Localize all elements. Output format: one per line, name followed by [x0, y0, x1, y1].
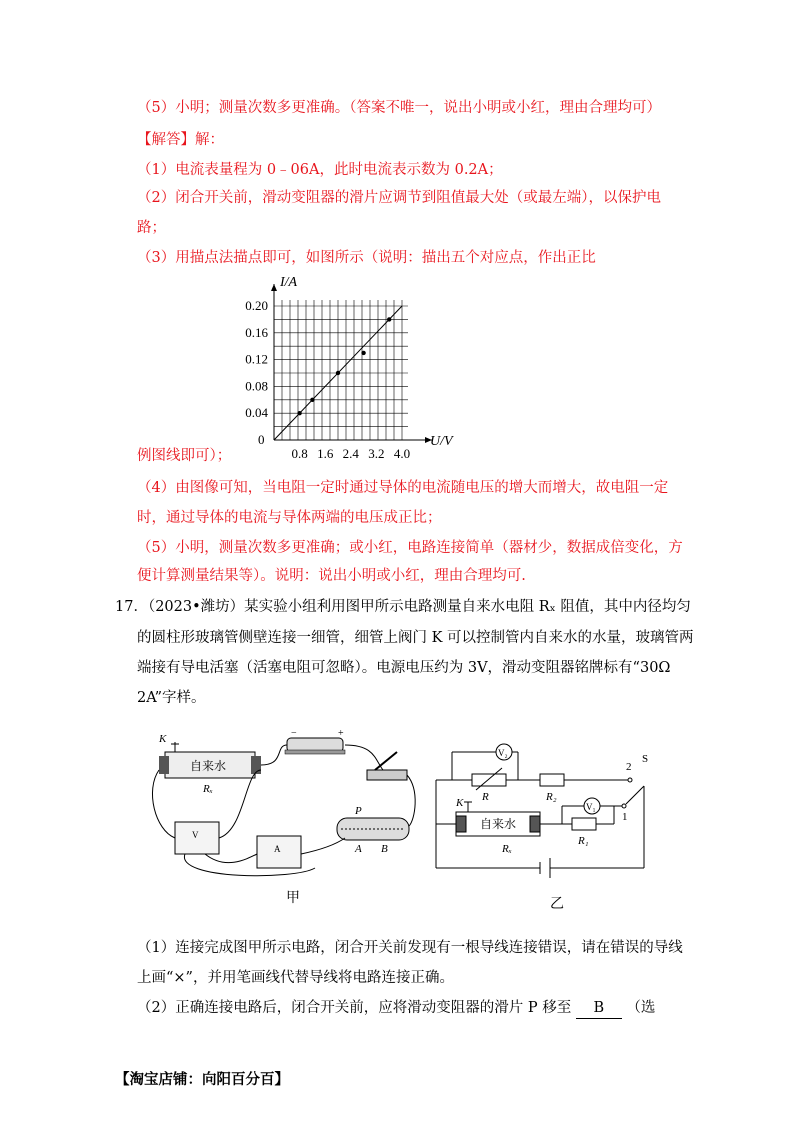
q17-part2-line [137, 998, 655, 1019]
y-axis-label: I/A [280, 275, 298, 290]
answer-3-line1: （3）用描点法描点即可，如图所示（说明：描出五个对应点，作出正比 [137, 250, 596, 266]
origin-label: 0 [258, 432, 265, 447]
v1-label: V₁ [586, 802, 596, 812]
answer-4-line2: 时，通过导体的电流与导体两端的电压成正比； [137, 510, 442, 526]
q17-line4: 2A”字样。 [137, 690, 206, 706]
rx-label: Rₓ [502, 843, 512, 855]
answer-5-line1: （5）小明，测量次数多更准确；或小红，电路连接简单（器材少，数据成倍变化，方 [137, 540, 683, 556]
q17-part1-line1: （1）连接完成图甲所示电路，闭合开关前发现有一根导线连接错误，请在错误的导线 [137, 940, 683, 956]
figure-jia-label: 甲 [286, 890, 300, 906]
tube-water-label: 自来水 [480, 817, 517, 831]
q17-part2-suffix: （选 [626, 1000, 656, 1016]
ammeter-label: A [274, 844, 281, 854]
figure-jia-apparatus [145, 730, 425, 890]
x-tick-label: 4.0 [393, 446, 411, 461]
q17-part2-prefix: （2）正确连接电路后，闭合开关前，应将滑动变阻器的滑片 P 移至 [137, 1000, 572, 1016]
x-tick-label: 3.2 [368, 446, 385, 461]
answer-5-top: （5）小明；测量次数多更准确。（答案不唯一，说出小明或小红，理由合理均可） [137, 100, 661, 116]
y-tick-label: 0.20 [245, 298, 268, 313]
battery-plus: + [338, 730, 344, 739]
terminal-b-label: B [381, 843, 388, 855]
iu-graph [240, 268, 460, 468]
x-axis-label: U/V [430, 434, 453, 449]
valve-k-label: K [456, 797, 464, 809]
answer-2-line2: 路； [137, 220, 166, 236]
y-tick-label: 0.12 [245, 351, 268, 367]
r1-label: R₁ [578, 835, 589, 847]
q17-line2: 的圆柱形玻璃管侧壁连接一细管，细管上阀门 K 可以控制管内自来水的水量，玻璃管两 [137, 630, 694, 646]
q17-line3: 端接有导电活塞（活塞电阻可忽略）。电源电压约为 3V，滑动变阻器铭牌标有“30Ω [137, 660, 671, 676]
data-point [361, 351, 365, 355]
x-tick-label: 1.6 [317, 446, 334, 461]
answer-5-line2: 便计算测量结果等）。说明：说出小明或小红，理由合理均可. [137, 568, 526, 584]
slider-p-label: P [355, 805, 362, 817]
answer-2-line1: （2）闭合开关前，滑动变阻器的滑片应调节到阻值最大处（或最左端），以保护电 [137, 190, 661, 206]
voltmeter-label: V [192, 830, 199, 840]
valve-k-label: K [159, 733, 167, 745]
y-axis-arrow [271, 284, 277, 291]
q17-part2-answer-blank: B [576, 998, 622, 1019]
data-point [297, 411, 301, 415]
answer-3-line2: 例图线即可）； [137, 448, 232, 464]
data-point [387, 317, 391, 321]
rx-label: Rₓ [203, 783, 213, 795]
answer-4-line1: （4）由图像可知，当电阻一定时通过导体的电流随电压的增大而增大，故电阻一定 [137, 480, 669, 496]
contact-1-label: 1 [622, 811, 628, 823]
figure-yi-circuit [432, 740, 652, 880]
q17-line1: 17．（2023•潍坊）某实验小组利用图甲所示电路测量自来水电阻 Rₓ 阻值，其中内径均匀 [115, 599, 691, 615]
x-tick-label: 2.4 [342, 446, 359, 461]
answer-header: 【解答】解： [137, 132, 224, 148]
data-point [310, 398, 314, 402]
y-tick-label: 0.16 [245, 324, 268, 340]
x-tick-label: 0.8 [291, 446, 308, 461]
v2-label: V₂ [498, 748, 508, 758]
battery-minus: − [291, 730, 297, 739]
figure-yi-label: 乙 [550, 896, 564, 912]
tube-water-label: 自来水 [190, 759, 227, 773]
terminal-a-label: A [355, 843, 362, 855]
switch-s-label: S [642, 753, 649, 765]
chart-axes [271, 284, 432, 443]
contact-2-label: 2 [626, 761, 632, 773]
answer-1: （1）电流表量程为 0﹣06A，此时电流表示数为 0.2A； [137, 162, 503, 178]
y-tick-label: 0.04 [245, 405, 268, 421]
data-point [336, 371, 340, 375]
r-label: R [482, 791, 489, 803]
q17-part1-line2: 上画“×”，并用笔画线代替导线将电路连接正确。 [137, 970, 454, 986]
r2-label: R₂ [546, 791, 557, 803]
y-tick-label: 0.08 [245, 378, 268, 394]
footer-shop: 【淘宝店铺：向阳百分百】 [115, 1071, 289, 1088]
